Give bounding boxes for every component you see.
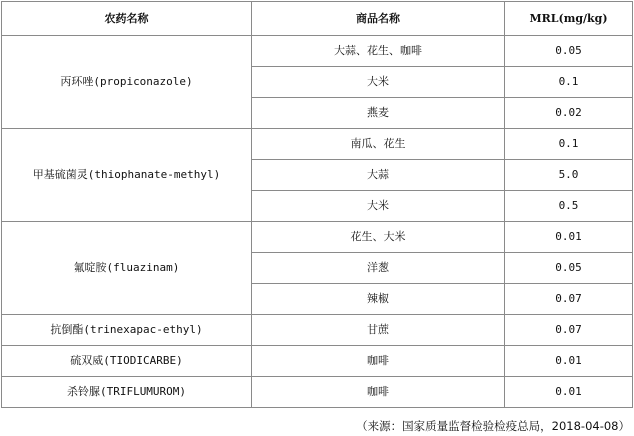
mrl-cell: 0.07	[505, 284, 633, 315]
mrl-cell: 0.01	[505, 346, 633, 377]
commodity-cell: 大米	[252, 191, 505, 222]
table-row	[2, 377, 633, 408]
mrl-cell: 0.01	[505, 377, 633, 408]
pesticide-cell: 杀铃脲(TRIFLUMUROM)	[2, 377, 252, 408]
commodity-cell: 大米	[252, 67, 505, 98]
header-pesticide-name: 农药名称	[2, 2, 252, 36]
commodity-cell: 南瓜、花生	[252, 129, 505, 160]
commodity-cell: 燕麦	[252, 98, 505, 129]
table-row	[2, 346, 633, 377]
commodity-cell: 甘蔗	[252, 315, 505, 346]
commodity-cell: 咖啡	[252, 346, 505, 377]
mrl-cell: 0.1	[505, 129, 633, 160]
commodity-cell: 大蒜、花生、咖啡	[252, 36, 505, 67]
table-row	[2, 129, 633, 160]
mrl-cell: 0.02	[505, 98, 633, 129]
mrl-table	[1, 1, 633, 408]
table-row	[2, 36, 633, 67]
commodity-cell: 大蒜	[252, 160, 505, 191]
header-commodity-name: 商品名称	[252, 2, 505, 36]
mrl-cell: 0.5	[505, 191, 633, 222]
commodity-cell: 辣椒	[252, 284, 505, 315]
commodity-cell: 花生、大米	[252, 222, 505, 253]
mrl-cell: 0.05	[505, 36, 633, 67]
pesticide-cell: 丙环唑(propiconazole)	[2, 36, 252, 129]
commodity-cell: 咖啡	[252, 377, 505, 408]
pesticide-cell: 抗倒酯(trinexapac-ethyl)	[2, 315, 252, 346]
table-row	[2, 315, 633, 346]
table-header-row	[2, 2, 633, 36]
pesticide-cell: 氟啶胺(fluazinam)	[2, 222, 252, 315]
mrl-cell: 0.1	[505, 67, 633, 98]
mrl-cell: 5.0	[505, 160, 633, 191]
table-row	[2, 222, 633, 253]
commodity-cell: 洋葱	[252, 253, 505, 284]
mrl-cell: 0.05	[505, 253, 633, 284]
mrl-cell: 0.01	[505, 222, 633, 253]
header-mrl: MRL(mg/kg)	[505, 2, 633, 36]
mrl-cell: 0.07	[505, 315, 633, 346]
pesticide-cell: 硫双威(TIODICARBE)	[2, 346, 252, 377]
pesticide-cell: 甲基硫菌灵(thiophanate-methyl)	[2, 129, 252, 222]
source-note: （来源：国家质量监督检验检疫总局，2018-04-08）	[356, 419, 630, 433]
